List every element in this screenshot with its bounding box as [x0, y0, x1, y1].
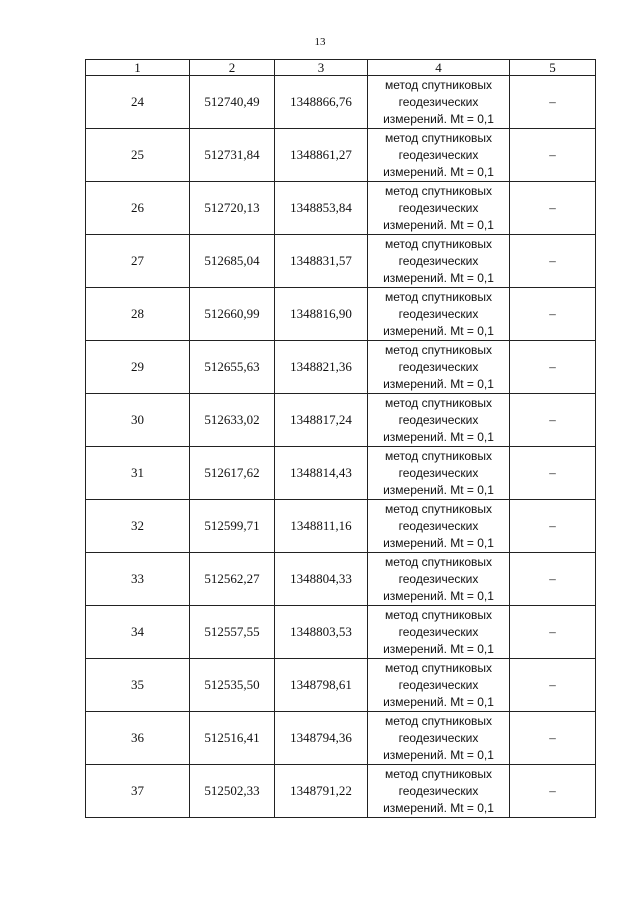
coordinate-x-cell: 512685,04 [190, 235, 275, 288]
header-row [86, 60, 596, 76]
method-line: метод спутниковых [384, 766, 492, 781]
point-number-cell: 31 [86, 447, 190, 500]
accuracy-dash-cell: – [510, 341, 596, 394]
coordinate-y-cell: 1348794,36 [275, 712, 368, 765]
accuracy-dash-cell: – [510, 182, 596, 235]
table-row [86, 500, 596, 553]
method-line: метод спутниковых [384, 395, 492, 410]
table-body [86, 76, 596, 818]
coordinate-x-cell: 512720,13 [190, 182, 275, 235]
table-row [86, 341, 596, 394]
table-row [86, 659, 596, 712]
accuracy-dash-cell: – [510, 235, 596, 288]
method-line: геодезических [398, 412, 479, 427]
coordinate-x-cell: 512731,84 [190, 129, 275, 182]
accuracy-dash-cell: – [510, 712, 596, 765]
method-line: геодезических [398, 359, 479, 374]
method-cell [368, 659, 510, 712]
method-line: геодезических [398, 147, 479, 162]
method-line: измерений. Mt = 0,1 [383, 694, 494, 709]
method-cell [368, 765, 510, 818]
method-cell [368, 235, 510, 288]
method-cell [368, 341, 510, 394]
coordinate-x-cell: 512557,55 [190, 606, 275, 659]
method-line: геодезических [398, 571, 479, 586]
coordinate-x-cell: 512535,50 [190, 659, 275, 712]
table-header [86, 60, 596, 76]
point-number-cell: 27 [86, 235, 190, 288]
table-row [86, 606, 596, 659]
coordinate-y-cell: 1348811,16 [275, 500, 368, 553]
method-line: геодезических [398, 465, 479, 480]
coordinate-x-cell: 512599,71 [190, 500, 275, 553]
point-number-cell: 33 [86, 553, 190, 606]
method-cell [368, 712, 510, 765]
method-line: геодезических [398, 624, 479, 639]
table-row [86, 447, 596, 500]
method-line: геодезических [398, 677, 479, 692]
point-number-cell: 28 [86, 288, 190, 341]
coordinate-x-cell: 512740,49 [190, 76, 275, 129]
point-number-cell: 36 [86, 712, 190, 765]
coordinate-y-cell: 1348853,84 [275, 182, 368, 235]
method-line: метод спутниковых [384, 554, 492, 569]
method-cell [368, 76, 510, 129]
coordinate-y-cell: 1348866,76 [275, 76, 368, 129]
accuracy-dash-cell: – [510, 76, 596, 129]
method-cell [368, 288, 510, 341]
method-line: измерений. Mt = 0,1 [383, 376, 494, 391]
point-number-cell: 29 [86, 341, 190, 394]
method-line: метод спутниковых [384, 501, 492, 516]
accuracy-dash-cell: – [510, 765, 596, 818]
coordinate-x-cell: 512655,63 [190, 341, 275, 394]
method-line: измерений. Mt = 0,1 [383, 588, 494, 603]
coordinate-x-cell: 512516,41 [190, 712, 275, 765]
accuracy-dash-cell: – [510, 447, 596, 500]
coordinate-y-cell: 1348804,33 [275, 553, 368, 606]
method-line: геодезических [398, 94, 479, 109]
table-row [86, 712, 596, 765]
method-cell [368, 606, 510, 659]
coordinate-y-cell: 1348817,24 [275, 394, 368, 447]
coordinates-table [85, 59, 596, 818]
coordinate-x-cell: 512502,33 [190, 765, 275, 818]
method-line: измерений. Mt = 0,1 [383, 323, 494, 338]
accuracy-dash-cell: – [510, 500, 596, 553]
method-line: геодезических [398, 306, 479, 321]
table-row [86, 182, 596, 235]
table-row [86, 129, 596, 182]
method-line: метод спутниковых [384, 77, 492, 92]
point-number-cell: 35 [86, 659, 190, 712]
method-line: метод спутниковых [384, 289, 492, 304]
point-number-cell: 32 [86, 500, 190, 553]
method-line: измерений. Mt = 0,1 [383, 535, 494, 550]
accuracy-dash-cell: – [510, 129, 596, 182]
method-line: метод спутниковых [384, 183, 492, 198]
method-line: геодезических [398, 783, 479, 798]
coordinate-y-cell: 1348816,90 [275, 288, 368, 341]
method-cell [368, 394, 510, 447]
method-line: метод спутниковых [384, 130, 492, 145]
method-cell [368, 500, 510, 553]
coordinate-y-cell: 1348814,43 [275, 447, 368, 500]
table-row [86, 765, 596, 818]
accuracy-dash-cell: – [510, 606, 596, 659]
table-row [86, 553, 596, 606]
table-row [86, 288, 596, 341]
coordinate-y-cell: 1348831,57 [275, 235, 368, 288]
column-header-2: 2 [190, 60, 275, 76]
method-line: метод спутниковых [384, 607, 492, 622]
point-number-cell: 26 [86, 182, 190, 235]
column-header-4: 4 [368, 60, 510, 76]
method-line: метод спутниковых [384, 713, 492, 728]
table-row [86, 235, 596, 288]
coordinate-y-cell: 1348791,22 [275, 765, 368, 818]
accuracy-dash-cell: – [510, 394, 596, 447]
method-line: измерений. Mt = 0,1 [383, 270, 494, 285]
method-line: геодезических [398, 518, 479, 533]
coordinate-y-cell: 1348798,61 [275, 659, 368, 712]
method-line: метод спутниковых [384, 448, 492, 463]
coordinate-x-cell: 512633,02 [190, 394, 275, 447]
method-line: геодезических [398, 253, 479, 268]
column-header-3: 3 [275, 60, 368, 76]
method-cell [368, 447, 510, 500]
method-line: метод спутниковых [384, 660, 492, 675]
coordinate-x-cell: 512562,27 [190, 553, 275, 606]
method-line: измерений. Mt = 0,1 [383, 164, 494, 179]
page-number: 13 [314, 36, 326, 48]
coordinate-y-cell: 1348861,27 [275, 129, 368, 182]
method-line: метод спутниковых [384, 342, 492, 357]
coordinate-y-cell: 1348803,53 [275, 606, 368, 659]
method-cell [368, 182, 510, 235]
method-line: метод спутниковых [384, 236, 492, 251]
column-header-5: 5 [510, 60, 596, 76]
method-line: измерений. Mt = 0,1 [383, 482, 494, 497]
coordinate-y-cell: 1348821,36 [275, 341, 368, 394]
point-number-cell: 25 [86, 129, 190, 182]
column-header-1: 1 [86, 60, 190, 76]
method-line: измерений. Mt = 0,1 [383, 429, 494, 444]
method-line: измерений. Mt = 0,1 [383, 800, 494, 815]
method-line: измерений. Mt = 0,1 [383, 641, 494, 656]
accuracy-dash-cell: – [510, 659, 596, 712]
method-line: измерений. Mt = 0,1 [383, 217, 494, 232]
method-cell [368, 129, 510, 182]
table-row [86, 76, 596, 129]
point-number-cell: 37 [86, 765, 190, 818]
coordinate-x-cell: 512660,99 [190, 288, 275, 341]
point-number-cell: 24 [86, 76, 190, 129]
accuracy-dash-cell: – [510, 553, 596, 606]
point-number-cell: 34 [86, 606, 190, 659]
method-line: измерений. Mt = 0,1 [383, 747, 494, 762]
method-cell [368, 553, 510, 606]
method-line: геодезических [398, 730, 479, 745]
coordinate-x-cell: 512617,62 [190, 447, 275, 500]
method-line: измерений. Mt = 0,1 [383, 111, 494, 126]
table-row [86, 394, 596, 447]
point-number-cell: 30 [86, 394, 190, 447]
accuracy-dash-cell: – [510, 288, 596, 341]
method-line: геодезических [398, 200, 479, 215]
